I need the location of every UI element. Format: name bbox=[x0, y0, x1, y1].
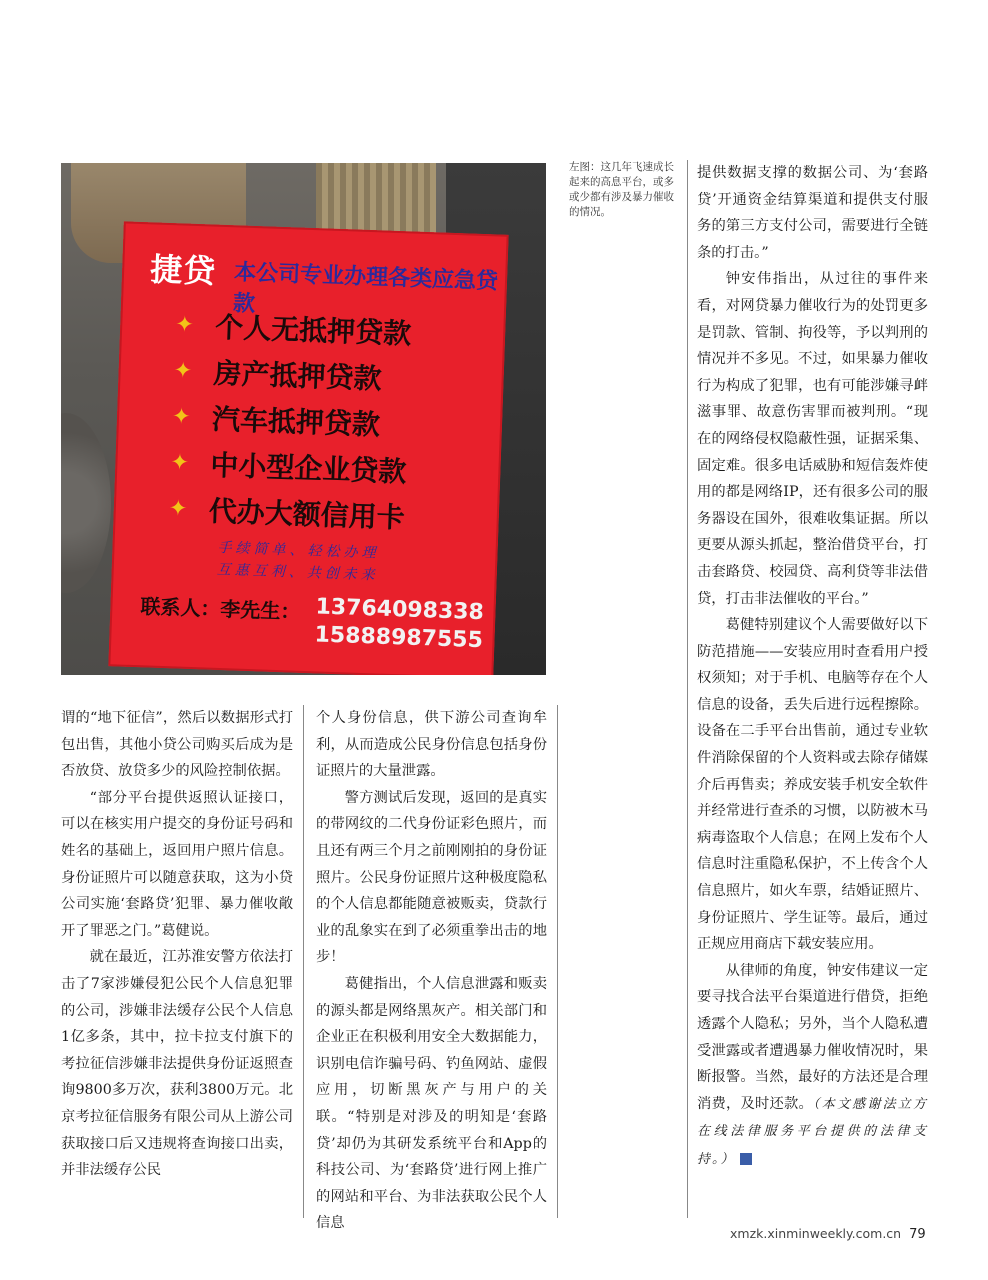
sign-item: ✦ 个人无抵押贷款 bbox=[174, 310, 412, 351]
sign-item: ✦ 中小型企业贷款 bbox=[170, 448, 407, 489]
sign-slogan: 本公司专业办理各类应急贷款 bbox=[232, 260, 499, 318]
paragraph: 葛健指出，个人信息泄露和贩卖的源头都是网络黑灰产。相关部门和企业正在积极利用安全大数据能力，识别电信诈骗号码、钓鱼网站、虚假应用，切断黑灰产与用户的关联。“特别是对涉及的明知是‘套路贷’却仍为其研发系统平台和App的科技公司、为‘套路贷’进行网上推广的网站和平台、为非法获取公民个人信息 bbox=[316, 975, 547, 1232]
paragraph: 钟安伟指出，从过往的事件来看，对网贷暴力催收行为的处罚更多是罚款、管制、拘役等，予以判刑的情况并不多见。不过，如果暴力催收行为构成了犯罪，也有可能涉嫌寻衅滋事罪、故意伤害罪而被判刑。“现在的网络侵权隐蔽性强，证据采集、固定难。很多电话威胁和短信轰炸使用的都是网络IP，还有很多公司的服务器设在国外，很难收集证据。所以更要从源头抓起，整治借贷平台，打击套路贷、校园贷、高利贷等非法借贷，打击非法催收的平台。” bbox=[697, 271, 928, 607]
body-column-1 bbox=[61, 705, 293, 1184]
footer-url: xmzk.xinminweekly.com.cn bbox=[730, 1226, 902, 1241]
star-icon: ✦ bbox=[171, 403, 191, 430]
column-divider bbox=[687, 160, 688, 1218]
photo-manhole bbox=[61, 413, 111, 593]
column-divider bbox=[303, 705, 304, 1218]
sign-phone: 13764098338 bbox=[315, 594, 485, 626]
end-mark-icon: 民 bbox=[740, 1153, 752, 1165]
sign-item-list bbox=[168, 301, 412, 539]
sign-subline: 手续简单、轻松办理 bbox=[217, 539, 380, 562]
page-number: 79 bbox=[909, 1227, 926, 1242]
paragraph: 谓的“地下征信”，然后以数据形式打包出售，其他小贷公司购买后成为是否放贷、放贷多少的风险控制依据。 bbox=[61, 710, 293, 780]
sign-contact: 联系人：李先生： bbox=[140, 594, 301, 624]
star-icon: ✦ bbox=[168, 495, 188, 522]
paragraph: 警方测试后发现，返回的是真实的带网纹的二代身份证彩色照片，而且还有两三个月之前刚刚拍的身份证照片。公民身份证照片这种极度隐私的个人信息都能随意被贩卖，贷款行业的乱象实在到了必须重拳出击的地步！ bbox=[316, 789, 547, 966]
loan-sign bbox=[108, 221, 508, 675]
body-column-3 bbox=[697, 160, 928, 1174]
paragraph: 葛健特别建议个人需要做好以下防范措施——安装应用时查看用户授权须知；对于手机、电脑等存在个人信息的设备，丢失后进行远程擦除。设备在二手平台出售前，通过专业软件消除保留的个人资料或去除存储媒介后再售卖；养成安装手机安全软件并经常进行查杀的习惯，以防被木马病毒盗取个人信息；在网上发布个人信息时注重隐私保护，不上传含个人信息照片，如火车票，结婚证照片、身份证照片、学生证等。最后，通过正规应用商店下载安装应用。 bbox=[697, 617, 928, 953]
paragraph: “部分平台提供返照认证接口，可以在核实用户提交的身份证号码和姓名的基础上，返回用户照片信息。身份证照片可以随意获取，这为小贷公司实施‘套路贷’犯罪、暴力催收敞开了罪恶之门。”葛健说。 bbox=[61, 789, 293, 939]
column-divider bbox=[557, 705, 558, 1218]
sign-subline: 互惠互利、共创未来 bbox=[216, 561, 379, 584]
article-photo bbox=[61, 163, 546, 675]
photo-caption: 左图：这几年飞速成长起来的高息平台，或多或少都有涉及暴力催收的情况。 bbox=[569, 161, 674, 218]
body-column-2 bbox=[316, 705, 547, 1237]
page-footer bbox=[730, 1226, 926, 1242]
sign-item: ✦ 房产抵押贷款 bbox=[173, 356, 383, 396]
sign-item: ✦ 代办大额信用卡 bbox=[168, 494, 406, 535]
acknowledgement-note: （本文感谢法立方在线法律服务平台提供的法律支持。） bbox=[697, 1096, 928, 1167]
paragraph: 就在最近，江苏淮安警方依法打击了7家涉嫌侵犯公民个人信息犯罪的公司，涉嫌非法缓存公民个人信息1亿多条，其中，拉卡拉支付旗下的考拉征信涉嫌非法提供身份证返照查询9800多万次，获利3800万元。北京考拉征信服务有限公司从上游公司获取接口后又违规将查询接口出卖，并非法缓存公民 bbox=[61, 949, 293, 1179]
sign-item: ✦ 汽车抵押贷款 bbox=[171, 402, 381, 442]
star-icon: ✦ bbox=[174, 311, 195, 338]
paragraph-last: 从律师的角度，钟安伟建议一定要寻找合法平台渠道进行借贷，拒绝透露个人隐私；另外，当个人隐私遭受泄露或者遭遇暴力催收情况时，果断报警。当然，最好的方法还是合理消费，及时还款。（本文感谢法立方在线法律服务平台提供的法律支持。） 民 bbox=[697, 962, 928, 1167]
star-icon: ✦ bbox=[170, 449, 190, 476]
star-icon: ✦ bbox=[173, 357, 193, 384]
sign-phone: 15888987555 bbox=[314, 622, 484, 654]
sign-brand: 捷贷 bbox=[149, 250, 217, 291]
paragraph: 个人身份信息，供下游公司查询牟利，从而造成公民身份信息包括身份证照片的大量泄露。 bbox=[316, 710, 547, 780]
paragraph: 提供数据支撑的数据公司、为‘套路贷’开通资金结算渠道和提供支付服务的第三方支付公司，需要进行全链条的打击。” bbox=[697, 165, 928, 261]
